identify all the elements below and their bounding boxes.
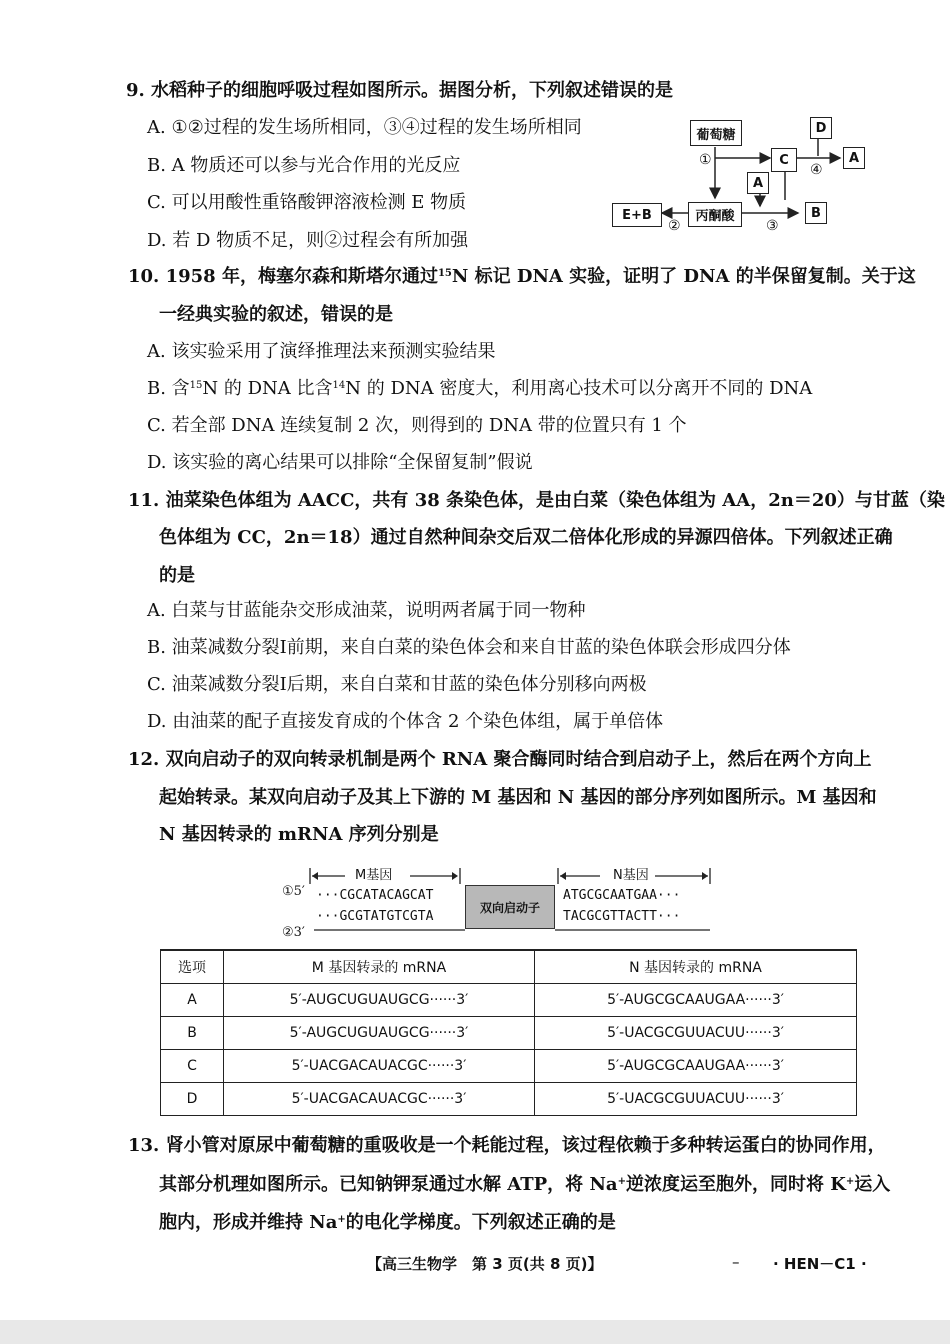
q13-line2-part2: 逆浓度运至胞外，同时将 K: [625, 1174, 846, 1195]
footer-page-info: 【高三生物学 第 3 页(共 8 页)】: [367, 1255, 603, 1273]
strand-1-label: ①5′: [282, 884, 305, 899]
q9-option-a: A. ①②过程的发生场所相同，③④过程的发生场所相同: [147, 117, 582, 138]
mrna-options-table: [160, 949, 857, 1116]
q10-stem-line2: 一经典实验的叙述，错误的是: [159, 304, 393, 325]
q13-stem-line2: [159, 1173, 890, 1197]
pyruvate-box: 丙酮酸: [688, 202, 742, 227]
q11-option-d: D. 由油菜的配子直接发育成的个体含 2 个染色体组，属于单倍体: [147, 711, 664, 732]
a-box-middle: A: [747, 172, 769, 194]
table-row: [161, 1050, 857, 1083]
header-option: 选项: [161, 950, 224, 984]
step-3-label: ③: [766, 218, 779, 234]
m-gene-label: M基因: [355, 868, 393, 883]
q13-na-charge: +: [617, 1176, 626, 1187]
step-1-label: ①: [699, 152, 712, 168]
q11-stem-line3: 的是: [159, 565, 195, 586]
q9-stem: 9. 水稻种子的细胞呼吸过程如图所示。据图分析，下列叙述错误的是: [126, 80, 674, 101]
q10-option-d: D. 该实验的离心结果可以排除“全保留复制”假说: [147, 452, 533, 473]
q11-option-c: C. 油菜减数分裂Ⅰ后期，来自白菜和甘蓝的染色体分别移向两极: [147, 674, 647, 695]
row-m-mrna: 5′-UACGACAUACGC······3′: [224, 1050, 535, 1083]
step-2-label: ②: [668, 218, 681, 234]
q12-stem-line2: 起始转录。某双向启动子及其上下游的 M 基因和 N 基因的部分序列如图所示。M 基因和: [159, 787, 877, 808]
q10-option-b-part2: N 的 DNA 比含: [202, 378, 333, 399]
q12-stem-line3: N 基因转录的 mRNA 序列分别是: [159, 824, 439, 845]
table-row: [161, 984, 857, 1017]
n-gene-strand-1: ATGCGCAATGAA···: [563, 888, 681, 903]
q10-option-c: C. 若全部 DNA 连续复制 2 次，则得到的 DNA 带的位置只有 1 个: [147, 415, 687, 436]
q10-option-b-part1: B. 含: [147, 378, 190, 399]
row-option: D: [161, 1083, 224, 1116]
q11-option-a: A. 白菜与甘蓝能杂交形成油菜，说明两者属于同一物种: [147, 600, 586, 621]
q13-k-charge: +: [845, 1176, 855, 1187]
row-m-mrna: 5′-AUGCUGUAUGCG······3′: [224, 1017, 535, 1050]
row-option: C: [161, 1050, 224, 1083]
table-header-row: [161, 950, 857, 984]
row-m-mrna: 5′-UACGACAUACGC······3′: [224, 1083, 535, 1116]
q10-stem-superscript: 15: [437, 268, 452, 279]
m-gene-strand-2: ···GCGTATGTCGTA: [316, 909, 434, 924]
row-option: B: [161, 1017, 224, 1050]
q9-option-b: B. A 物质还可以参与光合作用的光反应: [147, 155, 461, 176]
n-gene-label: N基因: [613, 868, 649, 883]
e-b-box: E+B: [612, 203, 662, 227]
footer-code: · HEN－C1 ·: [773, 1255, 867, 1273]
q13-line2-part1: 其部分机理如图所示。已知钠钾泵通过水解 ATP，将 Na: [159, 1174, 618, 1195]
q9-option-c: C. 可以用酸性重铬酸钾溶液检测 E 物质: [147, 192, 467, 213]
q10-stem-suffix: N 标记 DNA 实验，证明了 DNA 的半保留复制。关于这: [451, 266, 916, 287]
header-m-mrna: M 基因转录的 mRNA: [224, 950, 535, 984]
q10-option-a: A. 该实验采用了演绎推理法来预测实验结果: [147, 341, 496, 362]
m-gene-strand-1: ···CGCATACAGCAT: [316, 888, 434, 903]
q13-line3-part2: 的电化学梯度。下列叙述正确的是: [345, 1212, 616, 1233]
row-option: A: [161, 984, 224, 1017]
step-4-label: ④: [810, 162, 823, 178]
row-n-mrna: 5′-AUGCGCAAUGAA······3′: [535, 1050, 857, 1083]
q10-option-b-sup2: 14: [332, 380, 346, 391]
row-m-mrna: 5′-AUGCUGUAUGCG······3′: [224, 984, 535, 1017]
q10-option-b: [147, 377, 812, 401]
strand-2-label: ②3′: [282, 925, 305, 940]
b-box: B: [805, 202, 827, 224]
q13-line2-part3: 运入: [854, 1174, 891, 1195]
q11-option-b: B. 油菜减数分裂Ⅰ前期，来自白菜的染色体会和来自甘蓝的染色体联会形成四分体: [147, 637, 791, 658]
bidirectional-promoter: 双向启动子: [465, 885, 555, 929]
table-row: [161, 1083, 857, 1116]
q9-option-d: D. 若 D 物质不足，则②过程会有所加强: [147, 230, 469, 251]
row-n-mrna: 5′-UACGCGUUACUU······3′: [535, 1083, 857, 1116]
header-n-mrna: N 基因转录的 mRNA: [535, 950, 857, 984]
n-gene-strand-2: TACGCGTTACTT···: [563, 909, 681, 924]
q13-stem-line1: 13. 肾小管对原尿中葡萄糖的重吸收是一个耗能过程，该过程依赖于多种转运蛋白的协同作用，: [128, 1135, 886, 1156]
a-box-top: A: [843, 147, 865, 169]
table-row: [161, 1017, 857, 1050]
q11-stem-line1: 11. 油菜染色体组为 AACC，共有 38 条染色体，是由白菜（染色体组为 AA，2n＝20）与甘蓝（染: [128, 490, 945, 511]
q13-stem-line3: [159, 1211, 616, 1235]
scan-bottom-edge: [0, 1320, 950, 1344]
q10-option-b-part3: N 的 DNA 密度大，利用离心技术可以分离开不同的 DNA: [345, 378, 813, 399]
q10-option-b-sup1: 15: [189, 380, 203, 391]
glucose-box: 葡萄糖: [690, 120, 742, 146]
d-box: D: [810, 117, 832, 139]
q12-stem-line1: 12. 双向启动子的双向转录机制是两个 RNA 聚合酶同时结合到启动子上，然后在两个方向上: [128, 749, 872, 770]
q13-na-charge-2: +: [337, 1214, 346, 1225]
row-n-mrna: 5′-AUGCGCAAUGAA······3′: [535, 984, 857, 1017]
row-n-mrna: 5′-UACGCGUUACUU······3′: [535, 1017, 857, 1050]
q10-stem-prefix: 10. 1958 年，梅塞尔森和斯塔尔通过: [128, 266, 438, 287]
c-box: C: [771, 148, 797, 172]
q13-line3-part1: 胞内，形成并维持 Na: [159, 1212, 338, 1233]
footer-mark: –: [732, 1253, 740, 1271]
q10-stem: [128, 265, 916, 289]
q11-stem-line2: 色体组为 CC，2n＝18）通过自然种间杂交后双二倍体化形成的异源四倍体。下列叙述正确: [159, 527, 893, 548]
